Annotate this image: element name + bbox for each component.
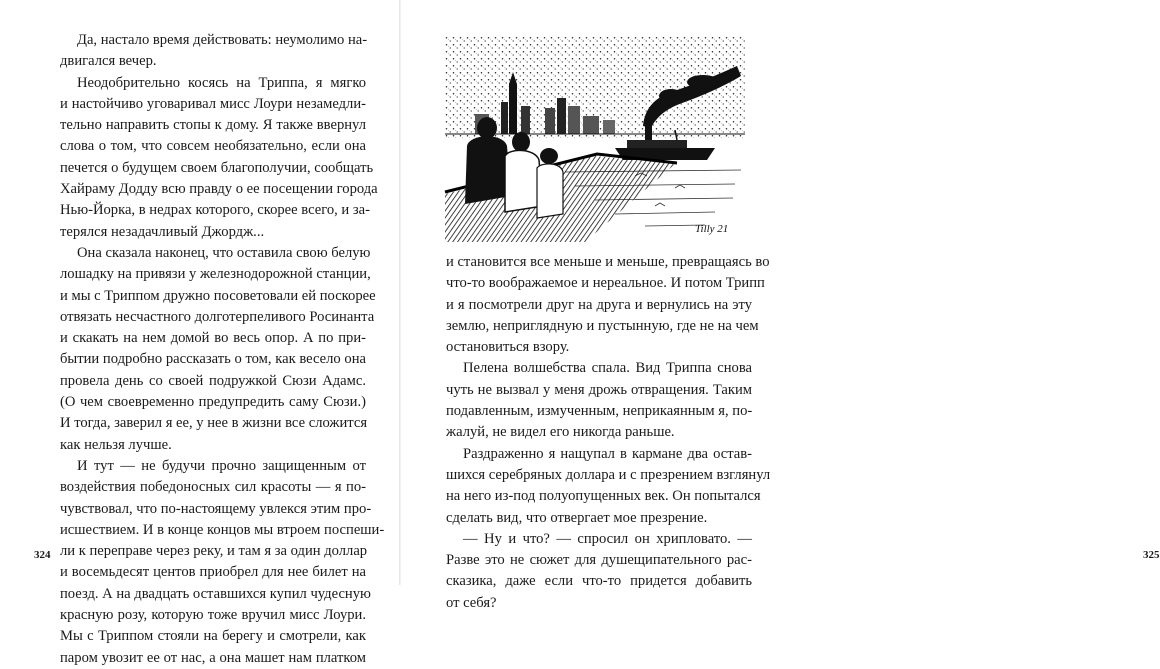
left-page xyxy=(0,0,400,666)
text-line: отвязать несчастного долготерпеливого Росинанта xyxy=(60,308,375,325)
text-line: печется о будущем своем благополучии, сообщать xyxy=(60,159,374,176)
right-page-number: 325 xyxy=(1143,549,1160,561)
text-line: — Ну и что? — спросил он хрипловато. — xyxy=(463,530,752,547)
text-line: слова о том, что совсем необязательно, если она xyxy=(60,138,366,155)
text-line: бытии подробно рассказать о том, как весело она xyxy=(60,351,366,368)
text-line: Разве это не сюжет для душещипательного рас- xyxy=(446,552,752,569)
right-page-text xyxy=(446,252,771,614)
text-line: Пелена волшебства спала. Вид Триппа снова xyxy=(463,360,752,377)
text-line: остановиться взору. xyxy=(446,339,570,356)
text-line: лошадку на привязи у железнодорожной станции, xyxy=(60,266,371,283)
text-line: и я посмотрели друг на друга и вернулись на эту xyxy=(446,296,752,313)
text-line: шихся серебряных доллара и с презрением взглянул xyxy=(446,466,771,483)
text-line: что-то воображаемое и нереальное. И потом Трипп xyxy=(446,275,765,292)
text-line: и становится все меньше и меньше, превращаясь во xyxy=(446,254,770,270)
text-line: исшествием. И в конце концов мы втроем поспеши- xyxy=(60,521,385,538)
illustration-signature: Tilly 21 xyxy=(695,223,729,235)
text-line: землю, неприглядную и пустынную, где не на чем xyxy=(446,317,759,334)
text-line: и скакать на нем домой во весь опор. А по при- xyxy=(60,330,366,347)
text-line: провела день со своей подружкой Сюзи Адамс. xyxy=(60,372,366,389)
text-line: как нельзя лучше. xyxy=(60,436,172,453)
text-line: терялся незадачливый Джордж... xyxy=(60,223,265,240)
text-line: сказика, даже если что-то придется добавить xyxy=(446,573,752,590)
text-line: тельно направить стопы к дому. Я также ввернул xyxy=(60,117,366,134)
text-line: сделать вид, что отвергает мое презрение. xyxy=(446,509,708,526)
text-line: Раздраженно я нащупал в кармане два остав- xyxy=(463,445,752,462)
left-page-number: 324 xyxy=(34,549,51,561)
text-line: и мы с Триппом дружно посоветовали ей поскорее xyxy=(60,287,376,304)
harbor-illustration xyxy=(445,36,745,242)
text-line: паром увозит ее от нас, а она машет нам платком xyxy=(60,649,366,666)
text-line: чуть не вызвал у меня дрожь отвращения. Таким xyxy=(446,381,752,398)
text-line: Да, настало время действовать: неумолимо на- xyxy=(77,32,368,48)
text-line: Нью-Йорка, в недрах которого, скорее всего, и за- xyxy=(60,202,370,219)
text-line: Мы с Триппом стояли на берегу и смотрели, как xyxy=(60,628,366,645)
text-line: на него из-под полуопущенных век. Он попытался xyxy=(446,488,761,505)
text-line: воздействия победоносных сил красоты — я по- xyxy=(60,479,366,496)
text-line: от себя? xyxy=(446,594,497,611)
left-page-text xyxy=(60,30,385,669)
text-line: и восемьдесят центов приобрел для нее билет на xyxy=(60,564,366,581)
text-line: И тут — не будучи прочно защищенным от xyxy=(77,457,366,474)
text-line: поезд. А на двадцать оставшихся купил чудесную xyxy=(60,585,371,602)
text-line: Она сказала наконец, что оставила свою белую xyxy=(77,244,371,261)
text-line: ли к переправе через реку, и там я за один доллар xyxy=(60,543,368,560)
text-line: Хайраму Додду всю правду о ее посещении города xyxy=(60,181,378,198)
text-line: двигался вечер. xyxy=(60,53,157,70)
text-line: чувствовал, что по-настоящему увлекся этим про- xyxy=(60,500,372,517)
text-line: И тогда, заверил я ее, у нее в жизни все сложится xyxy=(60,415,368,432)
text-line: подавленным, измученным, неприкаянным я, по- xyxy=(446,403,753,420)
text-line: Неодобрительно косясь на Триппа, я мягко xyxy=(77,74,366,91)
text-line: (О чем своевременно предупредить саму Сюзи.) xyxy=(60,394,366,411)
text-line: красную розу, которую тоже вручил мисс Лоури. xyxy=(60,607,366,624)
text-line: и настойчиво уговаривал мисс Лоури незамедли- xyxy=(60,95,366,112)
text-line: жалуй, не видел его никогда раньше. xyxy=(446,424,675,441)
